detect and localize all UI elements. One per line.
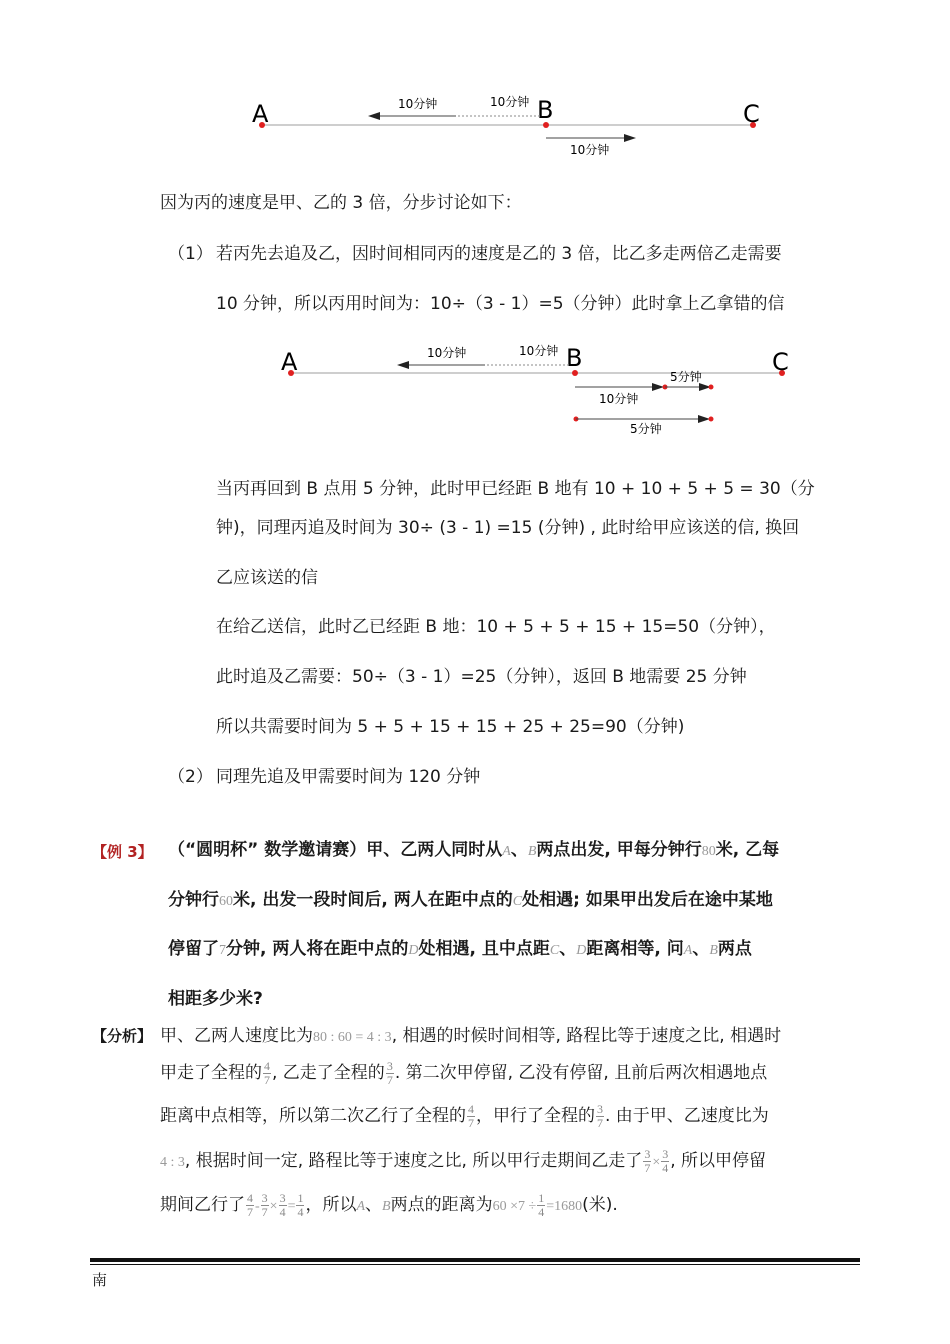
diagram-2: [0, 335, 950, 445]
label-right: 10分钟: [570, 143, 610, 157]
fraction: $\frac{3}{7}$: [261, 1190, 268, 1219]
point-a-label: A: [252, 100, 269, 128]
fraction: $\frac{4}{7}$: [468, 1101, 474, 1130]
footer-rule-thin: [90, 1264, 860, 1265]
fraction: $\frac{3}{4}$: [279, 1190, 286, 1219]
analysis-line5: 期间乙行了 $\frac{4}{7}$ - $\frac{3}{7}$ × $\frac{3}{4}$ = $\frac{1}{4}$ ，所以A、B两点的距离为60 ×7 ÷ $\frac{1}{4}$ =1680(米).: [160, 1190, 618, 1219]
footer-rule-thick: [90, 1258, 860, 1262]
case1-cont-l4: 在给乙送信，此时乙已经距 B 地：10 + 5 + 5 + 15 + 15=50（分钟），: [216, 617, 776, 637]
label-dotted: 10分钟: [519, 344, 559, 358]
analysis-line1: 甲、乙两人速度比为80 : 60 = 4 : 3, 相遇的时候时间相等, 路程比等于速度之比, 相遇时: [160, 1026, 782, 1046]
example3-line3: 停留了7分钟, 两人将在距中点的D处相遇, 且中点距C、D距离相等, 问A、B两点: [168, 939, 752, 959]
case1-cont-l6: 所以共需要时间为 5 + 5 + 15 + 15 + 25 + 25=90（分钟): [216, 717, 685, 737]
fraction: $\frac{4}{7}$: [247, 1190, 253, 1219]
analysis-tag: 【分析】: [92, 1027, 153, 1045]
case1-line2: 10 分钟，所以丙用时间为：10÷（3 - 1）=5（分钟）此时拿上乙拿错的信: [216, 294, 785, 314]
footer-text: 南: [92, 1271, 108, 1289]
case1-line1: 若丙先去追及乙，因时间相同丙的速度是乙的 3 倍，比乙多走两倍乙走需要: [216, 244, 782, 264]
fraction: $\frac{3}{4}$: [662, 1146, 669, 1175]
label-left: 10分钟: [398, 97, 438, 111]
fraction: $\frac{4}{7}$: [264, 1058, 270, 1087]
analysis-line2: 甲走了全程的 $\frac{4}{7}$ , 乙走了全程的 $\frac{3}{7}$ . 第二次甲停留, 乙没有停留, 且前后两次相遇地点: [160, 1058, 768, 1087]
point-a-label: A: [281, 348, 298, 376]
case1-cont-l2: 钟)，同理丙追及时间为 30÷ (3 - 1) =15 (分钟) , 此时给甲应该送的信, 换回: [216, 518, 800, 538]
example3-line1: （“圆明杯” 数学邀请赛）甲、乙两人同时从A、B两点出发, 甲每分钟行80米, 乙每: [168, 840, 780, 860]
fraction: $\frac{3}{7}$: [644, 1146, 651, 1175]
analysis-line3: 距离中点相等，所以第二次乙行了全程的 $\frac{4}{7}$ ，甲行了全程的 $\frac{3}{7}$ . 由于甲、乙速度比为: [160, 1101, 769, 1130]
label-bottom: 5分钟: [630, 422, 662, 436]
analysis-line4: 4 : 3, 根据时间一定, 路程比等于速度之比, 所以甲行走期间乙走了 $\frac{3}{7}$ × $\frac{3}{4}$ , 所以甲停留: [160, 1146, 767, 1175]
label-left: 10分钟: [427, 346, 467, 360]
case1-cont-l1: 当丙再回到 B 点用 5 分钟，此时甲已经距 B 地有 10 + 10 + 5 + 5 = 30（分: [216, 479, 815, 499]
arrow-left-head: [368, 112, 380, 120]
intro-text: 因为丙的速度是甲、乙的 3 倍，分步讨论如下：: [160, 193, 522, 213]
fraction: $\frac{3}{7}$: [386, 1058, 393, 1087]
arrow-right-head: [624, 134, 636, 142]
example3-tag: 【例 3】: [92, 843, 153, 861]
label-dotted: 10分钟: [490, 95, 530, 109]
example3-line2: 分钟行60米, 出发一段时间后, 两人在距中点的C处相遇; 如果甲出发后在途中某地: [168, 890, 773, 910]
fraction: $\frac{1}{4}$: [297, 1190, 304, 1219]
point-c-label: C: [772, 348, 789, 376]
point-c-label: C: [743, 100, 760, 128]
arrow-left-head: [397, 361, 409, 369]
case2-text: 同理先追及甲需要时间为 120 分钟: [216, 767, 481, 787]
case1-cont-l3: 乙应该送的信: [216, 568, 318, 588]
example3-line4: 相距多少米?: [168, 989, 263, 1009]
fraction: $\frac{1}{4}$: [538, 1190, 545, 1219]
label-mid: 10分钟: [599, 392, 639, 406]
fraction: $\frac{3}{7}$: [597, 1101, 603, 1130]
label-small: 5分钟: [670, 370, 702, 384]
case1-number: （1）: [168, 244, 213, 264]
diagram-1: [0, 85, 950, 165]
point-b-label: B: [537, 96, 554, 124]
point-b-label: B: [566, 344, 583, 372]
case1-cont-l5: 此时追及乙需要：50÷（3 - 1）=25（分钟），返回 B 地需要 25 分钟: [216, 667, 747, 687]
case2-number: （2）: [168, 767, 213, 787]
